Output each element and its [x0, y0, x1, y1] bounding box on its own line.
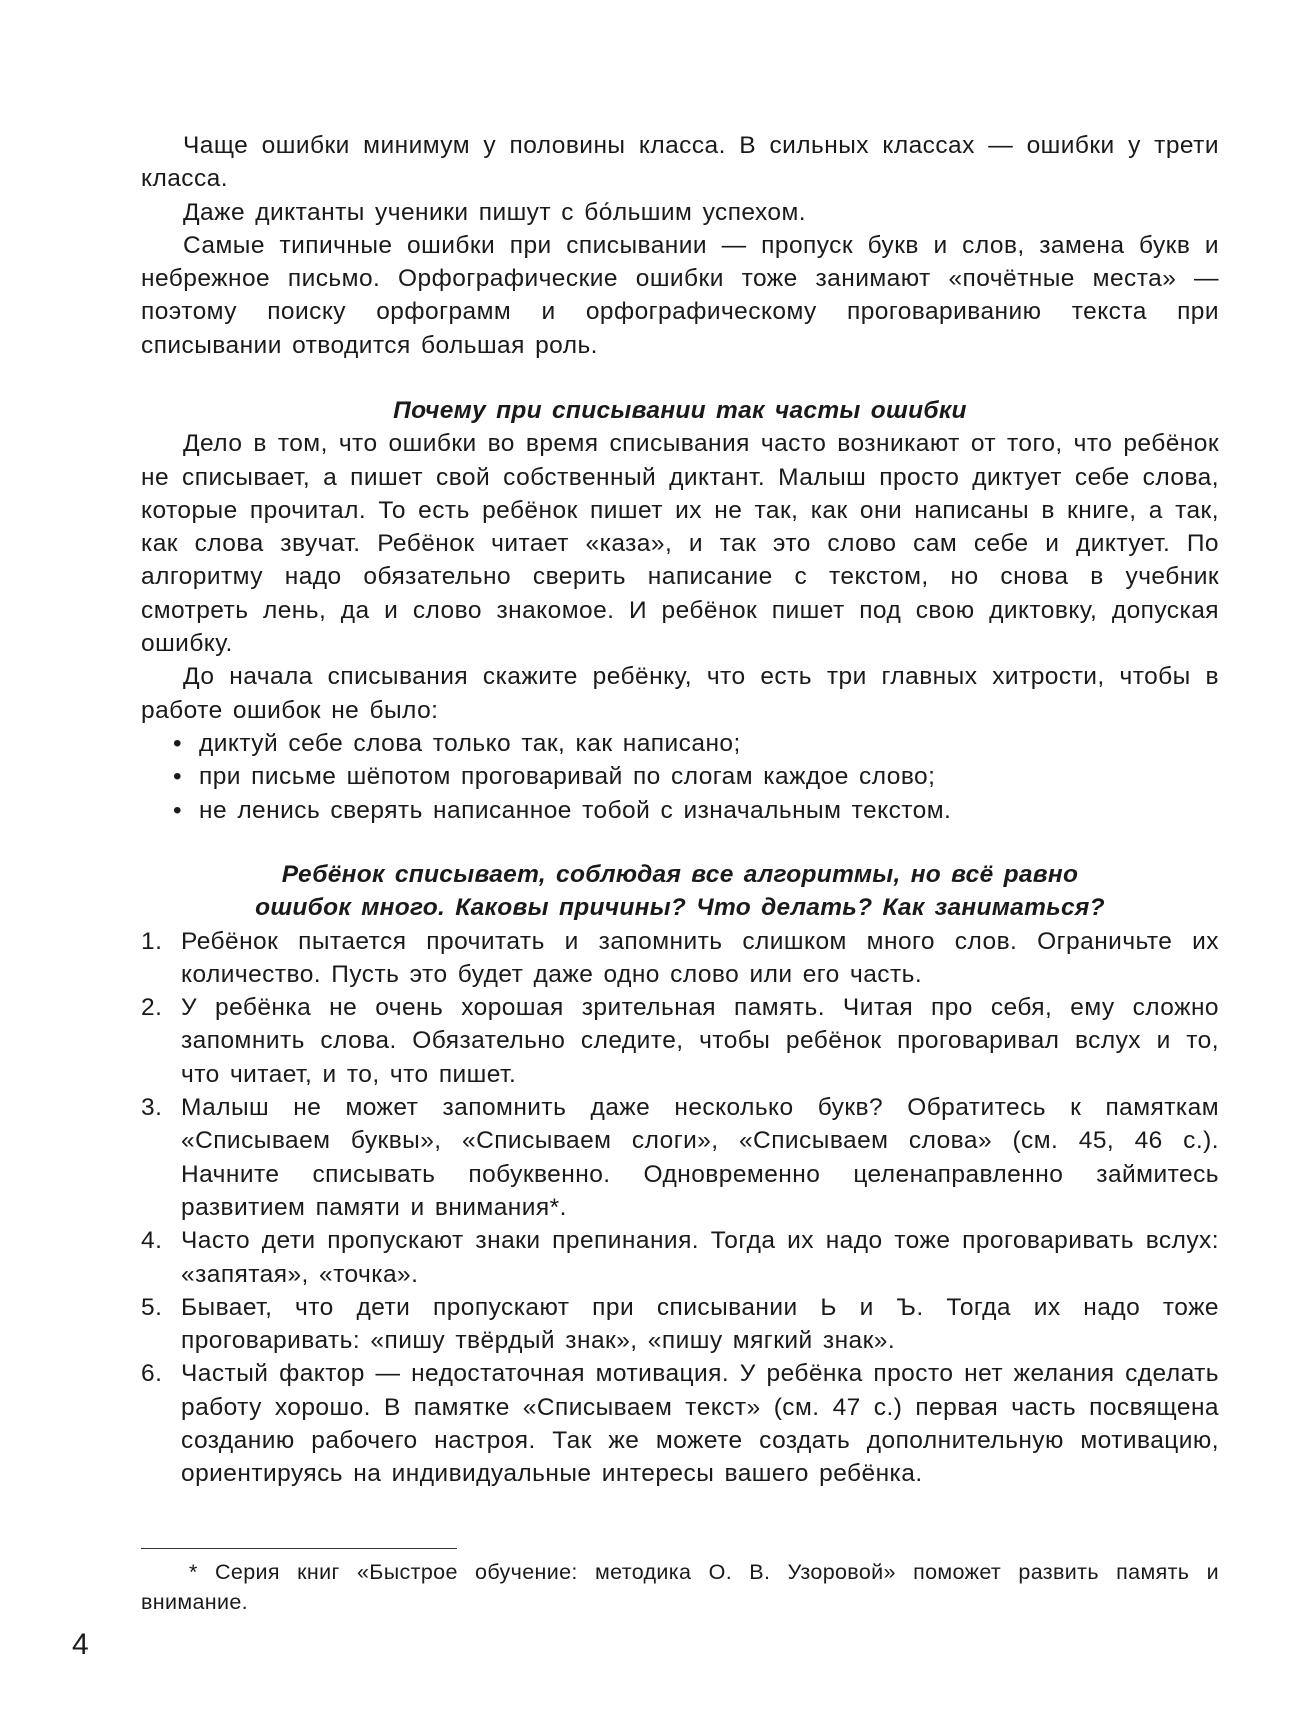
section-paragraph-2: До начала списывания скажите ребёнку, что есть три главных хитрости, чтобы в работе ошибок не было:	[141, 663, 1219, 724]
section-heading-line-1: Ребёнок списывает, соблюдая все алгоритмы, но всё равно	[281, 861, 1079, 888]
item-number: 1.	[141, 927, 163, 955]
intro-paragraph-1: Чаще ошибки минимум у половины класса. В сильных классах — ошибки у трети класса.	[141, 132, 1219, 193]
section-heading: Почему при списывании так часты ошибки	[393, 397, 967, 424]
footnote: * Серия книг «Быстрое обучение: методика О. В. Узоровой» поможет развить память и внимание.	[141, 1560, 1219, 1614]
intro-block	[141, 129, 1219, 362]
list-item	[141, 991, 1219, 1091]
bullet-icon: •	[173, 796, 183, 824]
item-number: 4.	[141, 1227, 163, 1255]
list-item	[141, 760, 1219, 793]
list-item	[141, 1091, 1219, 1224]
list-item-text: диктуй себе слова только так, как написано;	[199, 729, 741, 757]
list-item-text: при письме шёпотом проговаривай по слогам каждое слово;	[199, 763, 936, 791]
item-text: Малыш не может запомнить даже несколько букв? Обратитесь к памяткам «Списываем буквы», «Списываем слоги», «Списываем слова» (см. 45, 46 с.). Начните списывать побуквенно. Одновременно целенаправленно займитесь развитием памяти и внимания*.	[181, 1094, 1219, 1221]
section-heading-line-2: ошибок много. Каковы причины? Что делать? Как заниматься?	[255, 894, 1105, 922]
item-number: 3.	[141, 1094, 163, 1122]
list-item	[141, 727, 1219, 760]
item-number: 2.	[141, 994, 163, 1022]
section-why-errors	[141, 394, 1219, 827]
item-text: Бывает, что дети пропускают при списывании Ь и Ъ. Тогда их надо тоже проговаривать: «пишу твёрдый знак», «пишу мягкий знак».	[181, 1293, 1219, 1355]
section-causes	[141, 858, 1219, 1491]
intro-paragraph-2: Даже диктанты ученики пишут с бо́льшим успехом.	[183, 198, 807, 226]
causes-list	[141, 925, 1219, 1491]
section-paragraph-1: Дело в том, что ошибки во время списывания часто возникают от того, что ребёнок не списывает, а пишет свой собственный диктант. Малыш просто диктует себе слова, которые прочитал. То есть ребёнок пишет их не так, как они написаны в книге, а так, как слова звучат. Ребёнок читает «каза», и так это слово сам себе и диктует. По алгоритму надо обязательно сверить написание с текстом, но снова в учебник смотреть лень, да и слово знакомое. И ребёнок пишет под свою диктовку, допуская ошибку.	[141, 430, 1219, 658]
item-text: Частый фактор — недостаточная мотивация. У ребёнка просто нет желания сделать работу хорошо. В памятке «Списываем текст» (см. 47 с.) первая часть посвящена созданию рабочего настроя. Так же можете создать дополнительную мотивацию, ориентируясь на индивидуальные интересы вашего ребёнка.	[181, 1360, 1219, 1488]
tips-list	[141, 727, 1219, 827]
bullet-icon: •	[173, 763, 183, 791]
item-text: У ребёнка не очень хорошая зрительная память. Читая про себя, ему сложно запомнить слова. Обязательно следите, чтобы ребёнок проговаривал вслух и то, что читает, и то, что пишет.	[181, 994, 1219, 1088]
item-text: Часто дети пропускают знаки препинания. Тогда их надо тоже проговаривать вслух: «запятая», «точка».	[181, 1227, 1219, 1288]
item-number: 5.	[141, 1293, 163, 1321]
list-item	[141, 1357, 1219, 1490]
bullet-icon: •	[173, 729, 183, 757]
list-item	[141, 925, 1219, 992]
item-number: 6.	[141, 1360, 163, 1388]
intro-paragraph-3: Самые типичные ошибки при списывании — пропуск букв и слов, замена букв и небрежное письмо. Орфографические ошибки тоже занимают «почётные места» — поэтому поиску орфограмм и орфографическому проговариванию текста при списывании отводится большая роль.	[141, 231, 1219, 359]
list-item	[141, 794, 1219, 827]
page-number: 4	[72, 1628, 89, 1661]
list-item	[141, 1224, 1219, 1291]
footnote-divider	[141, 1548, 457, 1549]
item-text: Ребёнок пытается прочитать и запомнить слишком много слов. Ограничьте их количество. Пусть это будет даже одно слово или его часть.	[181, 927, 1219, 988]
list-item-text: не ленись сверять написанное тобой с изначальным текстом.	[199, 796, 952, 824]
list-item	[141, 1291, 1219, 1358]
